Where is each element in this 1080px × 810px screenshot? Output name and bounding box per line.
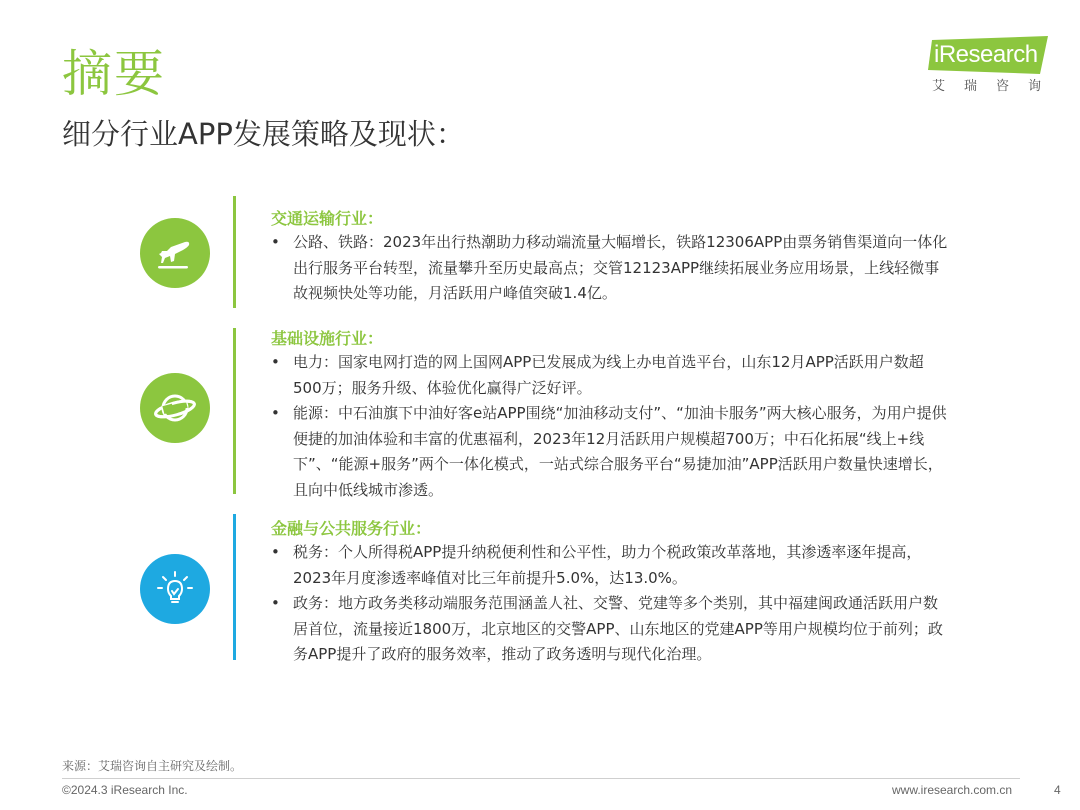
bullet-text: 税务：个人所得税APP提升纳税便利性和公平性，助力个税政策改革落地，其渗透率逐年提高，2023年月度渗透率峰值对比三年前提升5.0%，达13.0%。	[293, 543, 922, 587]
bullet-item	[271, 401, 951, 503]
bullet-dot: •	[271, 543, 280, 561]
section-body	[271, 230, 951, 307]
section-divider-bar	[233, 196, 236, 308]
lightbulb-icon	[140, 554, 210, 624]
section-body	[271, 540, 951, 668]
bullet-dot: •	[271, 594, 280, 612]
page-subtitle: 细分行业APP发展策略及现状：	[62, 117, 465, 151]
page-number: 4	[1054, 783, 1061, 797]
bullet-item	[271, 230, 951, 307]
bullet-item	[271, 350, 951, 401]
bullet-text: 能源：中石油旗下中油好客e站APP围绕“加油移动支付”、“加油卡服务”两大核心服务，为用户提供便捷的加油体验和丰富的优惠福利，2023年12月活跃用户规模超700万；中石化拓展“线上+线下”、“能源+服务”两个一体化模式，一站式综合服务平台“易捷加油”APP活跃用户数量快速增长，且向中低线城市渗透。	[293, 404, 947, 499]
section-infrastructure	[140, 328, 947, 499]
airplane-icon	[140, 218, 210, 288]
section-title: 金融与公共服务行业：	[271, 519, 432, 538]
bullet-item	[271, 540, 951, 591]
logo-badge	[928, 36, 1048, 74]
planet-icon	[140, 373, 210, 443]
page-title: 摘要	[62, 45, 166, 103]
footer-website: www.iresearch.com.cn	[892, 783, 1013, 797]
bullet-text: 公路、铁路：2023年出行热潮助力移动端流量大幅增长，铁路12306APP由票务销售渠道向一体化出行服务平台转型，流量攀升至历史最高点；交管12123APP继续拓展业务应用场景，上线轻微事故视频快处等功能，月活跃用户峰值突破1.4亿。	[293, 233, 948, 302]
logo-chinese-name: 艾瑞咨询	[932, 79, 1061, 94]
section-title: 基础设施行业：	[271, 329, 384, 348]
bullet-text: 政务：地方政务类移动端服务范围涵盖人社、交警、党建等多个类别，其中福建闽政通活跃用户数居首位，流量接近1800万，北京地区的交警APP、山东地区的党建APP等用户规模均位于前列；政务APP提升了政府的服务效率，推动了政务透明与现代化治理。	[293, 594, 943, 663]
section-divider-bar	[233, 514, 236, 660]
bullet-text: 电力：国家电网打造的网上国网APP已发展成为线上办电首选平台，山东12月APP活跃用户数超500万；服务升级、体验优化赢得广泛好评。	[293, 353, 924, 397]
footer-copyright: ©2024.3 iResearch Inc.	[62, 783, 188, 797]
section-body	[271, 350, 951, 503]
iresearch-logo	[928, 36, 1061, 96]
section-finance-public-services	[140, 514, 943, 663]
bullet-dot: •	[271, 233, 280, 251]
bullet-item	[271, 591, 951, 668]
bullet-dot: •	[271, 353, 280, 371]
logo-wordmark: iResearch	[934, 41, 1038, 68]
section-title: 交通运输行业：	[271, 209, 384, 228]
footer-divider	[62, 778, 1020, 779]
section-transportation	[140, 196, 948, 308]
footer-source: 来源：艾瑞咨询自主研究及绘制。	[62, 759, 243, 773]
section-divider-bar	[233, 328, 236, 494]
bullet-dot: •	[271, 404, 280, 422]
